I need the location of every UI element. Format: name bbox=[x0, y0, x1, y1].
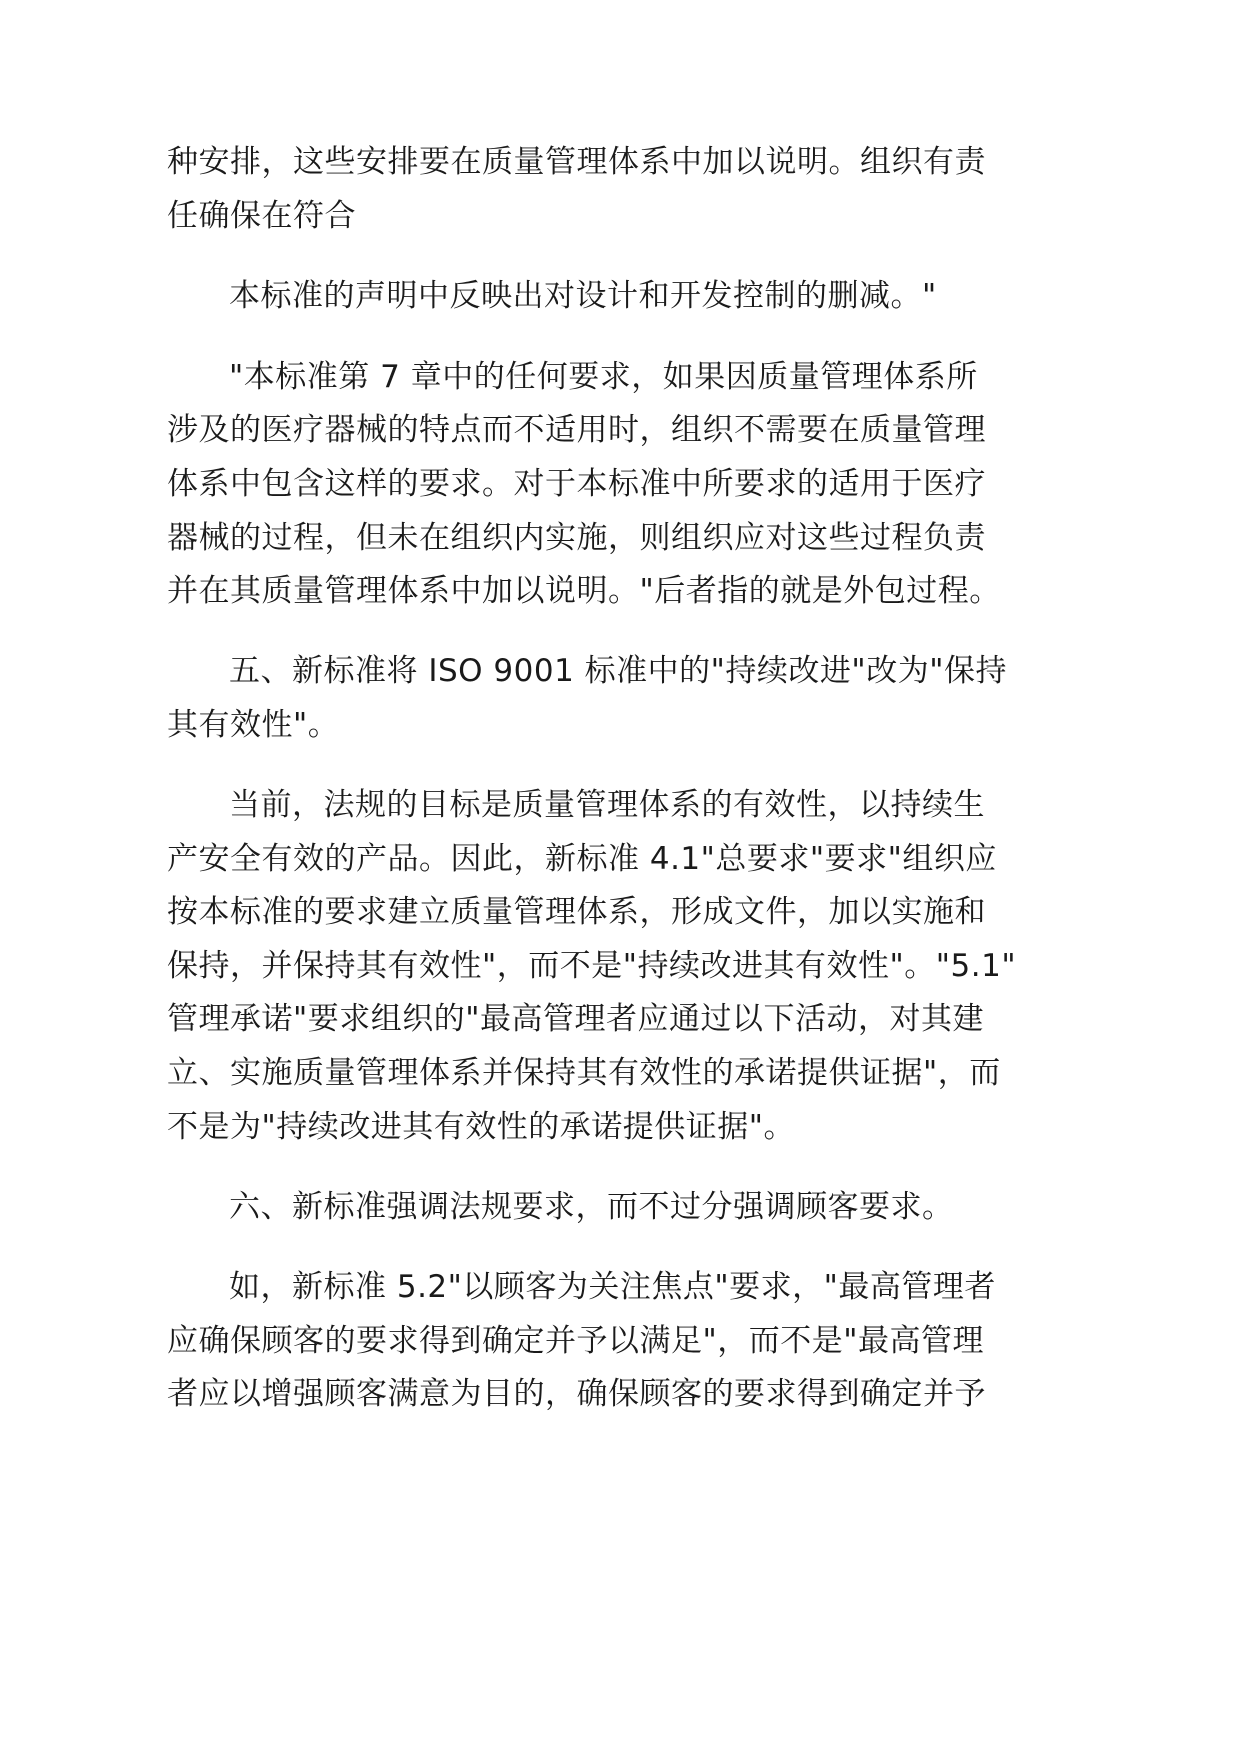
text-line: 立、实施质量管理体系并保持其有效性的承诺提供证据"，而 bbox=[167, 1055, 1001, 1091]
text-line: 当前，法规的目标是质量管理体系的有效性，以持续生 bbox=[229, 787, 985, 823]
text-line: 涉及的医疗器械的特点而不适用时，组织不需要在质量管理 bbox=[167, 412, 986, 448]
text-line: 体系中包含这样的要求。对于本标准中所要求的适用于医疗 bbox=[167, 466, 986, 502]
text-line: 按本标准的要求建立质量管理体系，形成文件，加以实施和 bbox=[167, 894, 986, 930]
text-line: 种安排，这些安排要在质量管理体系中加以说明。组织有责 bbox=[167, 144, 986, 180]
text-line: 保持，并保持其有效性"，而不是"持续改进其有效性"。"5.1" bbox=[167, 948, 1017, 984]
text-line: 器械的过程，但未在组织内实施，则组织应对这些过程负责 bbox=[167, 520, 986, 556]
text-line: 应确保顾客的要求得到确定并予以满足"，而不是"最高管理 bbox=[167, 1323, 985, 1359]
text-line: 者应以增强顾客满意为目的，确保顾客的要求得到确定并予 bbox=[167, 1376, 986, 1412]
text-line: "本标准第 7 章中的任何要求，如果因质量管理体系所 bbox=[229, 359, 978, 395]
text-line: 其有效性"。 bbox=[167, 707, 340, 743]
text-line: 管理承诺"要求组织的"最高管理者应通过以下活动，对其建 bbox=[167, 1001, 985, 1037]
text-line: 五、新标准将 ISO 9001 标准中的"持续改进"改为"保持 bbox=[229, 653, 1007, 689]
text-line: 如，新标准 5.2"以顾客为关注焦点"要求，"最高管理者 bbox=[229, 1269, 996, 1305]
text-line: 不是为"持续改进其有效性的承诺提供证据"。 bbox=[167, 1109, 796, 1145]
text-line: 任确保在符合 bbox=[167, 198, 356, 234]
text-line: 六、新标准强调法规要求，而不过分强调顾客要求。 bbox=[229, 1189, 954, 1225]
text-line: 本标准的声明中反映出对设计和开发控制的删减。" bbox=[229, 278, 937, 314]
text-line: 产安全有效的产品。因此，新标准 4.1"总要求"要求"组织应 bbox=[167, 841, 997, 877]
text-line: 并在其质量管理体系中加以说明。"后者指的就是外包过程。 bbox=[167, 573, 1001, 609]
